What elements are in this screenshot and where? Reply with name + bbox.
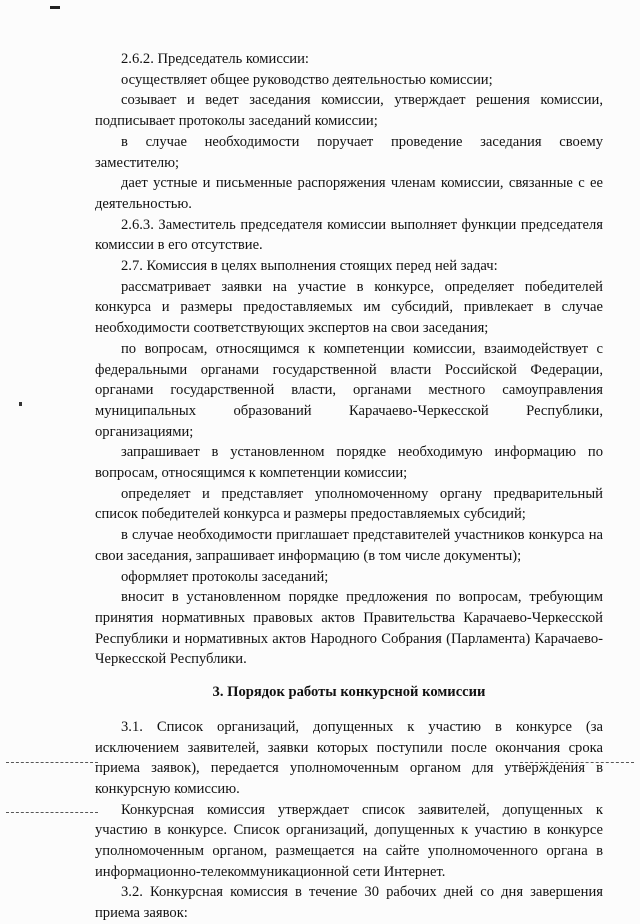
paragraph: 3.2. Конкурсная комиссия в течение 30 рабочих дней со дня завершения приема заявок:	[95, 884, 603, 922]
paragraph: оформляет протоколы заседаний;	[121, 568, 329, 585]
paragraph: дает устные и письменные распоряжения членам комиссии, связанные с ее деятельностью.	[95, 175, 603, 212]
scan-mark	[50, 6, 60, 9]
paragraph: 2.6.2. Председатель комиссии:	[121, 51, 309, 67]
scan-artifact-line	[6, 812, 98, 813]
paragraph: в случае необходимости приглашает представителей участников конкурса на свои заседания, запрашивает информацию (в том числе документы);	[95, 527, 603, 564]
paragraph: в случае необходимости поручает проведение заседания своему заместителю;	[95, 133, 603, 171]
paragraph: по вопросам, относящимся к компетенции комиссии, взаимодействует с федеральными органами государственной власти Российской Федерации, органами государственной власти, органами местного самоуправления муниципальных образований Карачаево-Черкесской Республики, организациями;	[95, 340, 603, 440]
scan-artifact-line	[520, 762, 634, 763]
section-heading: 3. Порядок работы конкурсной комиссии	[212, 684, 486, 701]
paragraph: созывает и ведет заседания комиссии, утверждает решения комиссии, подписывает протоколы заседаний комиссии;	[95, 92, 603, 130]
scan-mark	[19, 402, 22, 406]
paragraph: запрашивает в установленном порядке необходимую информацию по вопросам, относящимся к компетенции комиссии;	[95, 444, 603, 482]
paragraph: 3.1. Список организаций, допущенных к участию в конкурсе (за исключением заявителей, заявки которых поступили после окончания срока приема заявок), передается уполномоченным органом для утверждения в конкурсную комиссию.	[95, 718, 603, 797]
paragraph: 2.6.3. Заместитель председателя комиссии выполняет функции председателя комиссии в его отсутствие.	[95, 216, 603, 254]
paragraph: определяет и представляет уполномоченному органу предварительный список победителей конкурса и размеры предоставляемых субсидий;	[95, 485, 603, 523]
paragraph: рассматривает заявки на участие в конкурсе, определяет победителей конкурса и размеры предоставляемых им субсидий, привлекает в случае необходимости соответствующих экспертов на свои заседания;	[95, 278, 603, 337]
paragraph: Конкурсная комиссия утверждает список заявителей, допущенных к участию в конкурсе. Список организаций, допущенных к участию в конкурсе уполномоченным органом, размещается на сайте уполномоченного органа в информационно-телекоммуникационной сети Интернет.	[95, 801, 603, 880]
paragraph: осуществляет общее руководство деятельностью комиссии;	[121, 71, 493, 88]
scan-artifact-line	[6, 762, 98, 763]
paragraph: вносит в установленном порядке предложения по вопросам, требующим принятия нормативных правовых актов Правительства Карачаево-Черкесской Республики и нормативных актов Народного Собрания (Парламента) Карачаево-Черкесской Республики.	[95, 589, 603, 668]
paragraph: 2.7. Комиссия в целях выполнения стоящих перед ней задач:	[121, 258, 498, 275]
document-body	[95, 49, 603, 924]
